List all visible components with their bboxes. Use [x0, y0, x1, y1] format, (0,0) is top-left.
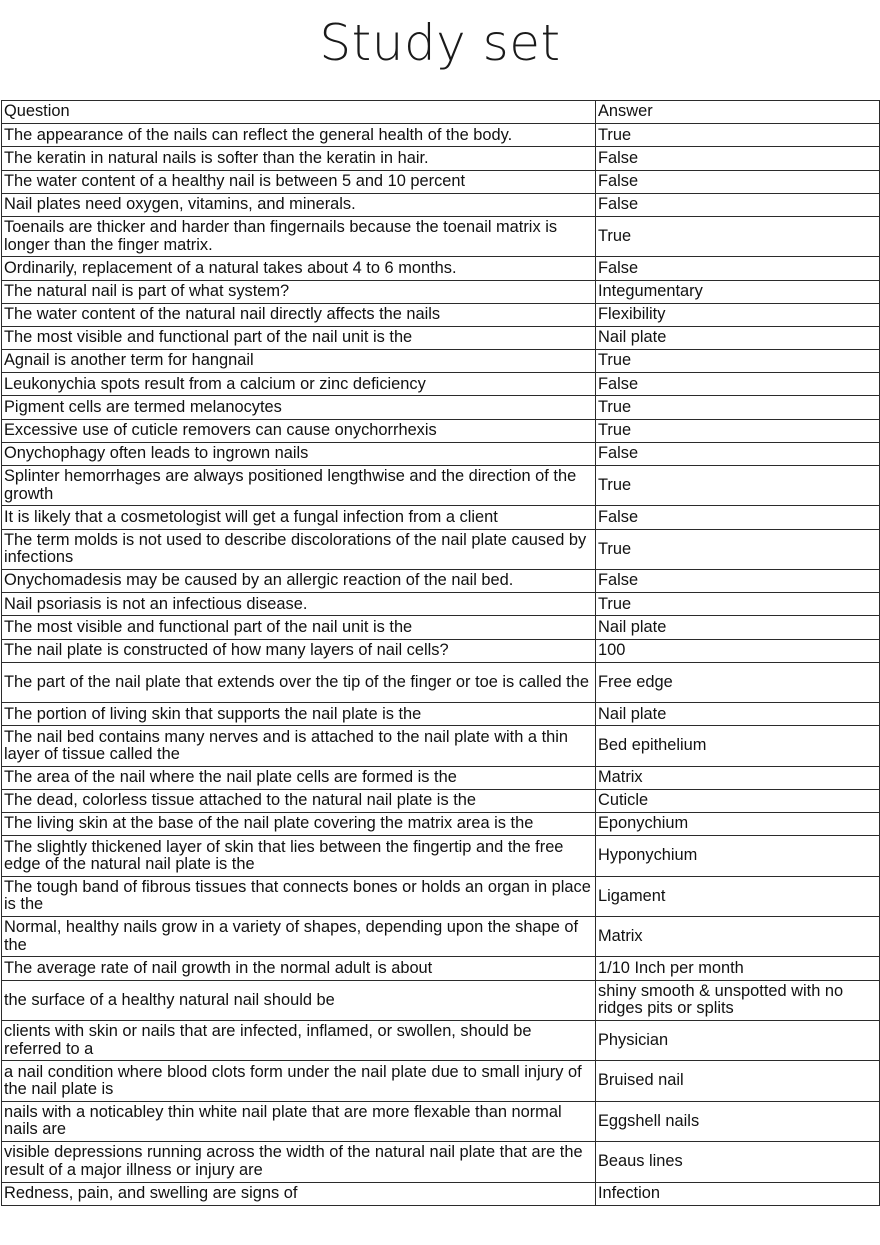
- table-row: [2, 813, 880, 836]
- table-row: [2, 193, 880, 216]
- table-row: [2, 917, 880, 957]
- question-cell: a nail condition where blood clots form under the nail plate due to small injury of the nail plate is: [2, 1061, 596, 1101]
- answer-cell: True: [596, 396, 880, 419]
- table-row: [2, 326, 880, 349]
- question-cell: The average rate of nail growth in the normal adult is about: [2, 957, 596, 980]
- question-cell: The natural nail is part of what system?: [2, 280, 596, 303]
- question-cell: The area of the nail where the nail plate cells are formed is the: [2, 766, 596, 789]
- answer-cell: False: [596, 373, 880, 396]
- answer-cell: True: [596, 529, 880, 569]
- question-cell: Leukonychia spots result from a calcium or zinc deficiency: [2, 373, 596, 396]
- table-row: [2, 1021, 880, 1061]
- table-row: [2, 529, 880, 569]
- question-cell: The most visible and functional part of the nail unit is the: [2, 326, 596, 349]
- answer-cell: False: [596, 506, 880, 529]
- answer-cell: shiny smooth & unspotted with no ridges pits or splits: [596, 980, 880, 1020]
- question-cell: The living skin at the base of the nail plate covering the matrix area is the: [2, 813, 596, 836]
- question-cell: the surface of a healthy natural nail should be: [2, 980, 596, 1020]
- question-cell: The tough band of fibrous tissues that connects bones or holds an organ in place is the: [2, 876, 596, 916]
- question-cell: Excessive use of cuticle removers can cause onychorrhexis: [2, 419, 596, 442]
- table-row: [2, 836, 880, 876]
- question-cell: Splinter hemorrhages are always positioned lengthwise and the direction of the growth: [2, 466, 596, 506]
- question-cell: The portion of living skin that supports the nail plate is the: [2, 703, 596, 726]
- answer-cell: Eponychium: [596, 813, 880, 836]
- answer-cell: Ligament: [596, 876, 880, 916]
- table-row: [2, 170, 880, 193]
- question-cell: visible depressions running across the width of the natural nail plate that are the result of a major illness or injury are: [2, 1142, 596, 1182]
- answer-cell: Matrix: [596, 917, 880, 957]
- answer-cell: True: [596, 466, 880, 506]
- question-cell: The keratin in natural nails is softer than the keratin in hair.: [2, 147, 596, 170]
- study-table: [1, 100, 880, 1206]
- table-row: [2, 1182, 880, 1205]
- question-cell: Pigment cells are termed melanocytes: [2, 396, 596, 419]
- table-row: [2, 957, 880, 980]
- table-row: [2, 216, 880, 256]
- answer-cell: Eggshell nails: [596, 1101, 880, 1141]
- question-cell: nails with a noticabley thin white nail plate that are more flexable than normal nails are: [2, 1101, 596, 1141]
- page-title: Study set: [319, 14, 561, 72]
- question-cell: The water content of the natural nail directly affects the nails: [2, 303, 596, 326]
- answer-cell: Matrix: [596, 766, 880, 789]
- table-row: [2, 373, 880, 396]
- answer-cell: False: [596, 193, 880, 216]
- answer-cell: False: [596, 170, 880, 193]
- answer-cell: Bed epithelium: [596, 726, 880, 766]
- answer-cell: False: [596, 257, 880, 280]
- table-row: [2, 593, 880, 616]
- answer-cell: Nail plate: [596, 616, 880, 639]
- question-cell: Normal, healthy nails grow in a variety of shapes, depending upon the shape of the: [2, 917, 596, 957]
- column-header-answer: Answer: [596, 101, 880, 124]
- table-row: [2, 280, 880, 303]
- table-row: [2, 569, 880, 592]
- answer-cell: True: [596, 350, 880, 373]
- table-row: [2, 350, 880, 373]
- column-header-question: Question: [2, 101, 596, 124]
- question-cell: Ordinarily, replacement of a natural takes about 4 to 6 months.: [2, 257, 596, 280]
- answer-cell: Nail plate: [596, 703, 880, 726]
- table-row: [2, 442, 880, 465]
- question-cell: It is likely that a cosmetologist will get a fungal infection from a client: [2, 506, 596, 529]
- answer-cell: 1/10 Inch per month: [596, 957, 880, 980]
- question-cell: Nail psoriasis is not an infectious disease.: [2, 593, 596, 616]
- table-row: [2, 616, 880, 639]
- table-header-row: [2, 101, 880, 124]
- answer-cell: Free edge: [596, 662, 880, 702]
- question-cell: Agnail is another term for hangnail: [2, 350, 596, 373]
- table-row: [2, 303, 880, 326]
- answer-cell: True: [596, 419, 880, 442]
- question-cell: The term molds is not used to describe discolorations of the nail plate caused by infections: [2, 529, 596, 569]
- answer-cell: Hyponychium: [596, 836, 880, 876]
- answer-cell: True: [596, 216, 880, 256]
- question-cell: Toenails are thicker and harder than fingernails because the toenail matrix is longer than the finger matrix.: [2, 216, 596, 256]
- answer-cell: True: [596, 124, 880, 147]
- answer-cell: Infection: [596, 1182, 880, 1205]
- answer-cell: Integumentary: [596, 280, 880, 303]
- table-row: [2, 396, 880, 419]
- table-row: [2, 766, 880, 789]
- table-row: [2, 419, 880, 442]
- answer-cell: Bruised nail: [596, 1061, 880, 1101]
- table-row: [2, 1061, 880, 1101]
- table-row: [2, 257, 880, 280]
- table-row: [2, 147, 880, 170]
- question-cell: The nail bed contains many nerves and is attached to the nail plate with a thin layer of tissue called the: [2, 726, 596, 766]
- answer-cell: 100: [596, 639, 880, 662]
- question-cell: The water content of a healthy nail is between 5 and 10 percent: [2, 170, 596, 193]
- table-row: [2, 1101, 880, 1141]
- table-row: [2, 639, 880, 662]
- table-row: [2, 876, 880, 916]
- question-cell: The nail plate is constructed of how many layers of nail cells?: [2, 639, 596, 662]
- question-cell: The most visible and functional part of the nail unit is the: [2, 616, 596, 639]
- table-row: [2, 726, 880, 766]
- question-cell: The appearance of the nails can reflect the general health of the body.: [2, 124, 596, 147]
- answer-cell: Nail plate: [596, 326, 880, 349]
- question-cell: Nail plates need oxygen, vitamins, and minerals.: [2, 193, 596, 216]
- question-cell: clients with skin or nails that are infected, inflamed, or swollen, should be referred to a: [2, 1021, 596, 1061]
- answer-cell: False: [596, 442, 880, 465]
- table-row: [2, 466, 880, 506]
- answer-cell: Physician: [596, 1021, 880, 1061]
- table-row: [2, 506, 880, 529]
- table-row: [2, 980, 880, 1020]
- answer-cell: False: [596, 569, 880, 592]
- study-table-body: [2, 101, 880, 1206]
- question-cell: The dead, colorless tissue attached to the natural nail plate is the: [2, 789, 596, 812]
- answer-cell: False: [596, 147, 880, 170]
- question-cell: Onychomadesis may be caused by an allergic reaction of the nail bed.: [2, 569, 596, 592]
- answer-cell: True: [596, 593, 880, 616]
- table-row: [2, 662, 880, 702]
- question-cell: Onychophagy often leads to ingrown nails: [2, 442, 596, 465]
- question-cell: Redness, pain, and swelling are signs of: [2, 1182, 596, 1205]
- table-row: [2, 124, 880, 147]
- answer-cell: Cuticle: [596, 789, 880, 812]
- table-row: [2, 1142, 880, 1182]
- table-row: [2, 703, 880, 726]
- table-row: [2, 789, 880, 812]
- answer-cell: Flexibility: [596, 303, 880, 326]
- question-cell: The part of the nail plate that extends over the tip of the finger or toe is called the: [2, 662, 596, 702]
- answer-cell: Beaus lines: [596, 1142, 880, 1182]
- question-cell: The slightly thickened layer of skin that lies between the fingertip and the free edge of the natural nail plate is the: [2, 836, 596, 876]
